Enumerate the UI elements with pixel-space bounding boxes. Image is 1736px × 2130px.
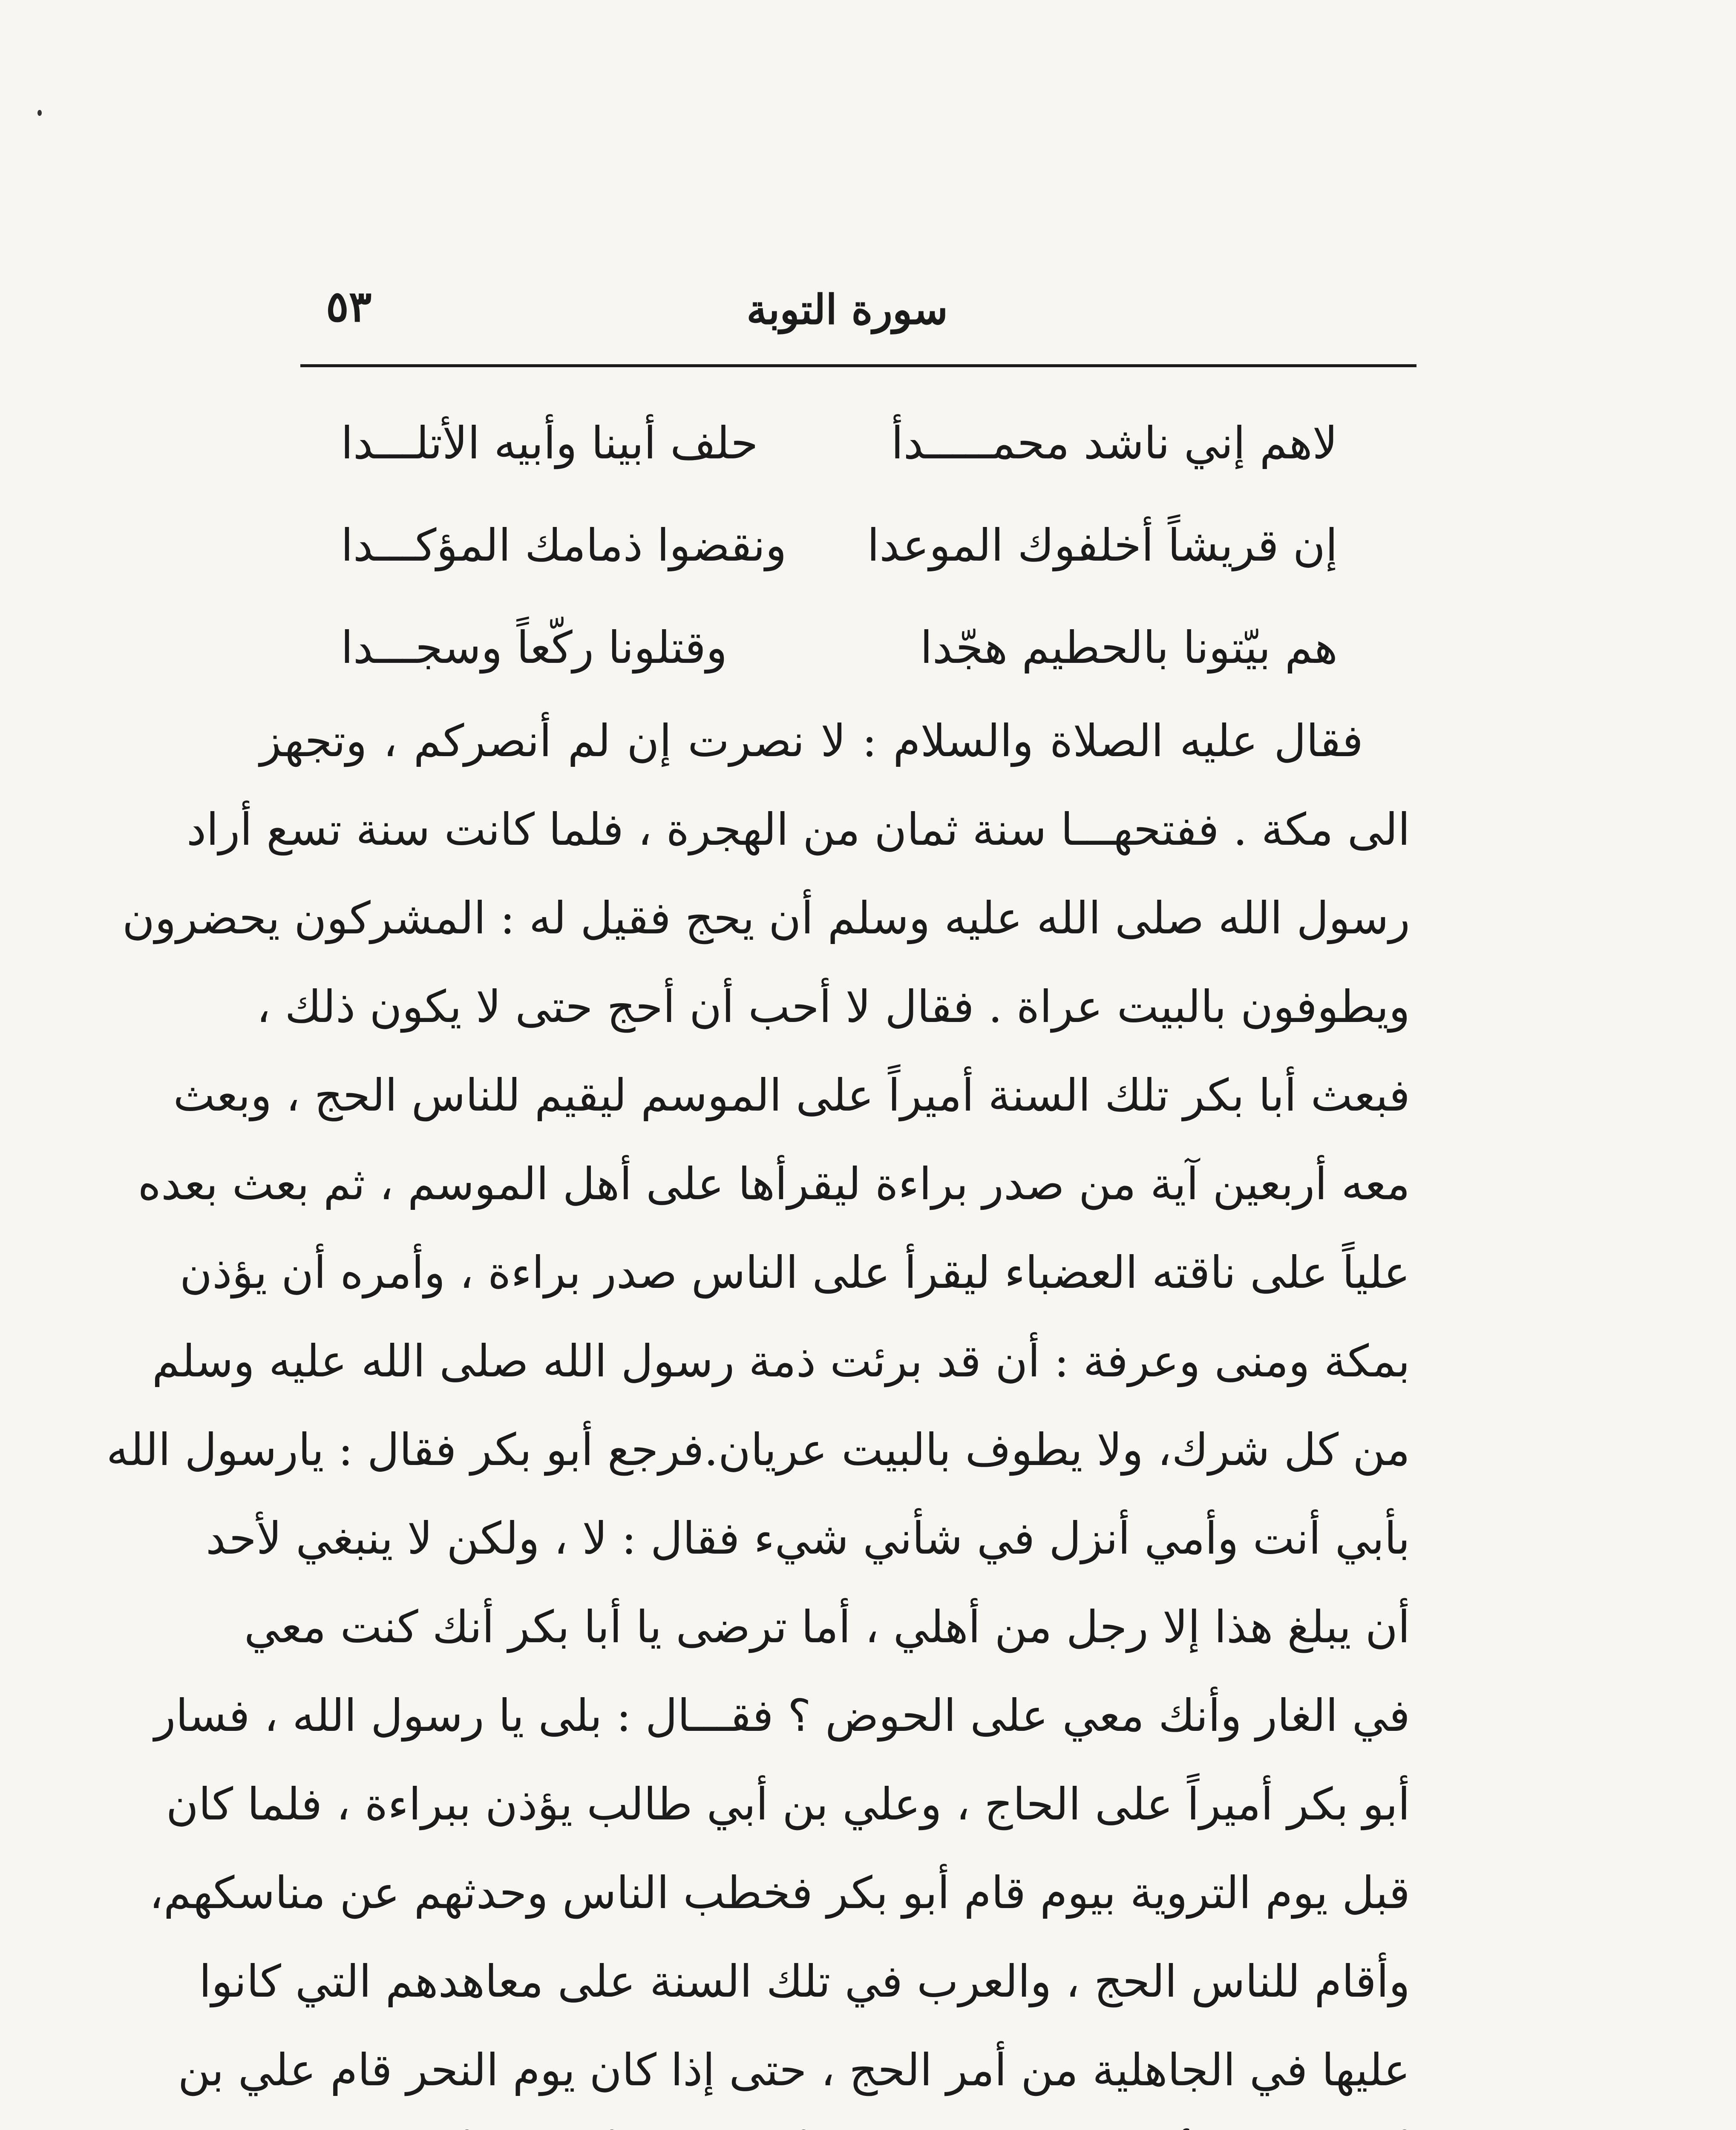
poem-verse [341,400,1338,503]
body-text [106,697,1410,2130]
verse-second-hemistich: حلف أبينا وأبيه الأتلـــدا [341,417,758,469]
text-line: وأقام للناس الحج ، والعرب في تلك السنة على معاهدهم التي كانوا [199,1955,1410,2007]
text-line: ويطوفون بالبيت عراة . فقال لا أحب أن أحج حتى لا يكون ذلك ، [256,981,1410,1033]
page-header [300,273,1416,349]
scan-speck [37,110,42,116]
text-line: أن يبلغ هذا إلا رجل من أهلي ، أما ترضى يا أبا بكر أنك كنت معي [244,1601,1410,1653]
text-line: فقال عليه الصلاة والسلام : لا نصرت إن لم أنصركم ، وتجهز [260,715,1363,767]
text-line: الى مكة . ففتحهـــا سنة ثمان من الهجرة ، فلما كانت سنة تسع أراد [186,803,1410,855]
text-line: علياً على ناقته العضباء ليقرأ على الناس صدر براءة ، وأمره أن يؤذن [179,1246,1410,1298]
poem-verse [341,503,1338,605]
text-line: بمكة ومنى وعرفة : أن قد برئت ذمة رسول الله صلى الله عليه وسلم [152,1335,1410,1387]
text-line: من كل شرك، ولا يطوف بالبيت عريان.فرجع أبو بكر فقال : يارسول الله [106,1424,1410,1476]
text-line: في الغار وأنك معي على الحوض ؟ فقـــال : بلى يا رسول الله ، فسار [154,1690,1410,1741]
page-number: ٥٣ [326,281,372,331]
verse-first-hemistich: هم بيّتونا بالحطيم هجّدا [920,622,1338,674]
poem-verse [341,605,1338,707]
text-line: رسول الله صلى الله عليه وسلم أن يحج فقيل له : المشركون يحضرون [122,892,1410,944]
running-title: سورة التوبة [746,285,948,334]
text-line: فبعث أبا بكر تلك السنة أميراً على الموسم ليقيم للناس الحج ، وبعث [173,1069,1410,1121]
poem-block [341,400,1338,707]
text-line: عليها في الجاهلية من أمر الحج ، حتى إذا كان يوم النحر قام علي بن [178,2044,1410,2096]
text-line: قبل يوم التروية بيوم قام أبو بكر فخطب الناس وحدثهم عن مناسكهم، [149,1867,1410,1919]
text-line: بأبي أنت وأمي أنزل في شأني شيء فقال : لا ، ولكن لا ينبغي لأحد [206,1512,1410,1564]
text-line: أبو بكر أميراً على الحاج ، وعلي بن أبي طالب يؤذن ببراءة ، فلما كان [166,1778,1410,1830]
text-line [260,2114,1410,2130]
text-line: معه أربعين آية من صدر براءة ليقرأها على أهل الموسم ، ثم بعث بعده [138,1158,1410,1210]
verse-second-hemistich: وقتلونا ركّعاً وسجـــدا [341,622,728,674]
header-rule [300,364,1416,367]
verse-second-hemistich: ونقضوا ذمامك المؤكـــدا [341,519,787,571]
verse-first-hemistich: لاهم إني ناشد محمـــــدأ [891,417,1338,469]
verse-first-hemistich: إن قريشاً أخلفوك الموعدا [867,519,1338,571]
